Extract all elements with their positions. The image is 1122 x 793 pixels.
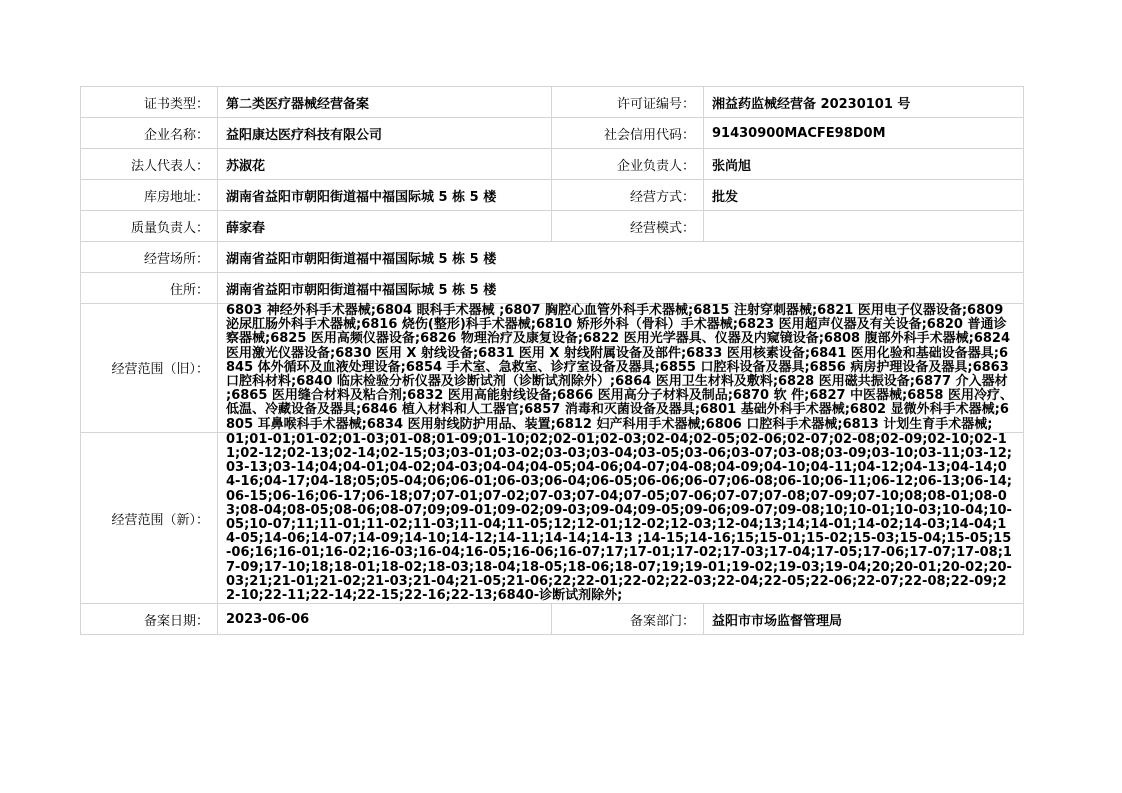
enterprise-head-value: 张尚旭 bbox=[704, 149, 1024, 180]
row-record-date bbox=[81, 604, 1024, 635]
record-date-value: 2023-06-06 bbox=[218, 604, 552, 635]
row-legal-rep bbox=[81, 149, 1024, 180]
certificate-table bbox=[80, 86, 1024, 635]
warehouse-value: 湖南省益阳市朝阳街道福中福国际城 5 栋 5 楼 bbox=[218, 180, 552, 211]
cert-type-label: 证书类型： bbox=[81, 87, 218, 118]
warehouse-label: 库房地址： bbox=[81, 180, 218, 211]
company-label: 企业名称： bbox=[81, 118, 218, 149]
row-residence bbox=[81, 273, 1024, 304]
premises-value: 湖南省益阳市朝阳街道福中福国际城 5 栋 5 楼 bbox=[218, 242, 1024, 273]
scope-new-value: 01;01-01;01-02;01-03;01-08;01-09;01-10;02;02-01;02-03;02-04;02-05;02-06;02-07;02-08;02-09;02-10;02-11;02-12;02-13;02-14;02-15;03;03-01;03-02;03-03;03-04;03-05;03-06;03-07;03-08;03-09;03-10;03-11;03-12;03-13;03-14;04;04-01;04-02;04-03;04-04;04-05;04-06;04-07;04-08;04-09;04-10;04-11;04-12;04-13;04-14;04-16;04-17;04-18;05;05-04;06;06-01;06-03;06-04;06-05;06-06;06-07;06-08;06-10;06-11;06-12;06-13;06-14;06-15;06-16;06-17;06-18;07;07-01;07-02;07-03;07-04;07-05;07-06;07-07;07-08;07-09;07-10;08;08-01;08-03;08-04;08-05;08-06;08-07;09;09-01;09-02;09-03;09-04;09-05;09-06;09-07;09-08;10;10-01;10-03;10-04;10-05;10-07;11;11-01;11-02;11-03;11-04;11-05;12;12-01;12-02;12-03;12-04;13;14;14-01;14-02;14-03;14-04;14-05;14-06;14-07;14-09;14-10;14-12;14-11;14-14;14-13 ;14-15;14-16;15;15-01;15-02;15-03;15-04;15-05;15-06;16;16-01;16-02;16-03;16-04;16-05;16-06;16-07;17;17-01;17-02;17-03;17-04;17-05;17-06;17-07;17-08;17-09;17-10;18;18-01;18-02;18-03;18-04;18-05;18-06;18-07;19;19-01;19-02;19-03;19-04;20;20-01;20-02;20-03;21;21-01;21-02;21-03;21-04;21-05;21-06;22;22-01;22-02;22-03;22-04;22-05;22-06;22-07;22-08;22-09;22-10;22-11;22-14;22-15;22-16;22-13;6840-诊断试剂除外; bbox=[218, 432, 1024, 603]
residence-label: 住所： bbox=[81, 273, 218, 304]
quality-head-value: 薛家春 bbox=[218, 211, 552, 242]
credit-code-value: 91430900MACFE98D0M bbox=[704, 118, 1024, 149]
row-cert-type bbox=[81, 87, 1024, 118]
row-scope-new bbox=[81, 432, 1024, 603]
quality-head-label: 质量负责人： bbox=[81, 211, 218, 242]
business-model-label: 经营模式： bbox=[552, 211, 704, 242]
row-scope-old bbox=[81, 304, 1024, 433]
residence-value: 湖南省益阳市朝阳街道福中福国际城 5 栋 5 楼 bbox=[218, 273, 1024, 304]
legal-rep-label: 法人代表人： bbox=[81, 149, 218, 180]
row-company bbox=[81, 118, 1024, 149]
row-quality-head bbox=[81, 211, 1024, 242]
license-no-value: 湘益药监械经营备 20230101 号 bbox=[704, 87, 1024, 118]
business-model-value bbox=[704, 211, 1024, 242]
record-dept-label: 备案部门： bbox=[552, 604, 704, 635]
scope-new-label: 经营范围（新）： bbox=[81, 432, 218, 603]
row-warehouse bbox=[81, 180, 1024, 211]
company-value: 益阳康达医疗科技有限公司 bbox=[218, 118, 552, 149]
premises-label: 经营场所： bbox=[81, 242, 218, 273]
business-mode-value: 批发 bbox=[704, 180, 1024, 211]
row-premises bbox=[81, 242, 1024, 273]
business-mode-label: 经营方式： bbox=[552, 180, 704, 211]
enterprise-head-label: 企业负责人： bbox=[552, 149, 704, 180]
record-dept-value: 益阳市市场监督管理局 bbox=[704, 604, 1024, 635]
record-date-label: 备案日期： bbox=[81, 604, 218, 635]
license-no-label: 许可证编号： bbox=[552, 87, 704, 118]
cert-type-value: 第二类医疗器械经营备案 bbox=[218, 87, 552, 118]
credit-code-label: 社会信用代码： bbox=[552, 118, 704, 149]
legal-rep-value: 苏淑花 bbox=[218, 149, 552, 180]
scope-old-label: 经营范围（旧）： bbox=[81, 304, 218, 433]
scope-old-value: 6803 神经外科手术器械;6804 眼科手术器械 ;6807 胸腔心血管外科手术器械;6815 注射穿刺器械;6821 医用电子仪器设备;6809 泌尿肛肠外科手术器械;6816 烧伤(整形)科手术器械;6810 矫形外科（骨科）手术器械;6823 医用超声仪器及有关设备;6820 普通诊察器械;6825 医用高频仪器设备;6826 物理治疗及康复设备;6822 医用光学器具、仪器及内窥镜设备;6808 腹部外科手术器械;6824 医用激光仪器设备;6830 医用 X 射线设备;6831 医用 X 射线附属设备及部件;6833 医用核素设备;6841 医用化验和基础设备器具;6845 体外循环及血液处理设备;6854 手术室、急救室、诊疗室设备及器具;6855 口腔科设备及器具;6856 病房护理设备及器具;6863 口腔科材料;6840 临床检验分析仪器及诊断试剂（诊断试剂除外）;6864 医用卫生材料及敷料;6828 医用磁共振设备;6877 介入器材 ;6865 医用缝合材料及粘合剂;6832 医用高能射线设备;6866 医用高分子材料及制品;6870 软 件;6827 中医器械;6858 医用冷疗、低温、冷藏设备及器具;6846 植入材料和人工器官;6857 消毒和灭菌设备及器具;6801 基础外科手术器械;6802 显微外科手术器械;6805 耳鼻喉科手术器械;6834 医用射线防护用品、装置;6812 妇产科用手术器械;6806 口腔科手术器械;6813 计划生育手术器械; bbox=[218, 304, 1024, 433]
